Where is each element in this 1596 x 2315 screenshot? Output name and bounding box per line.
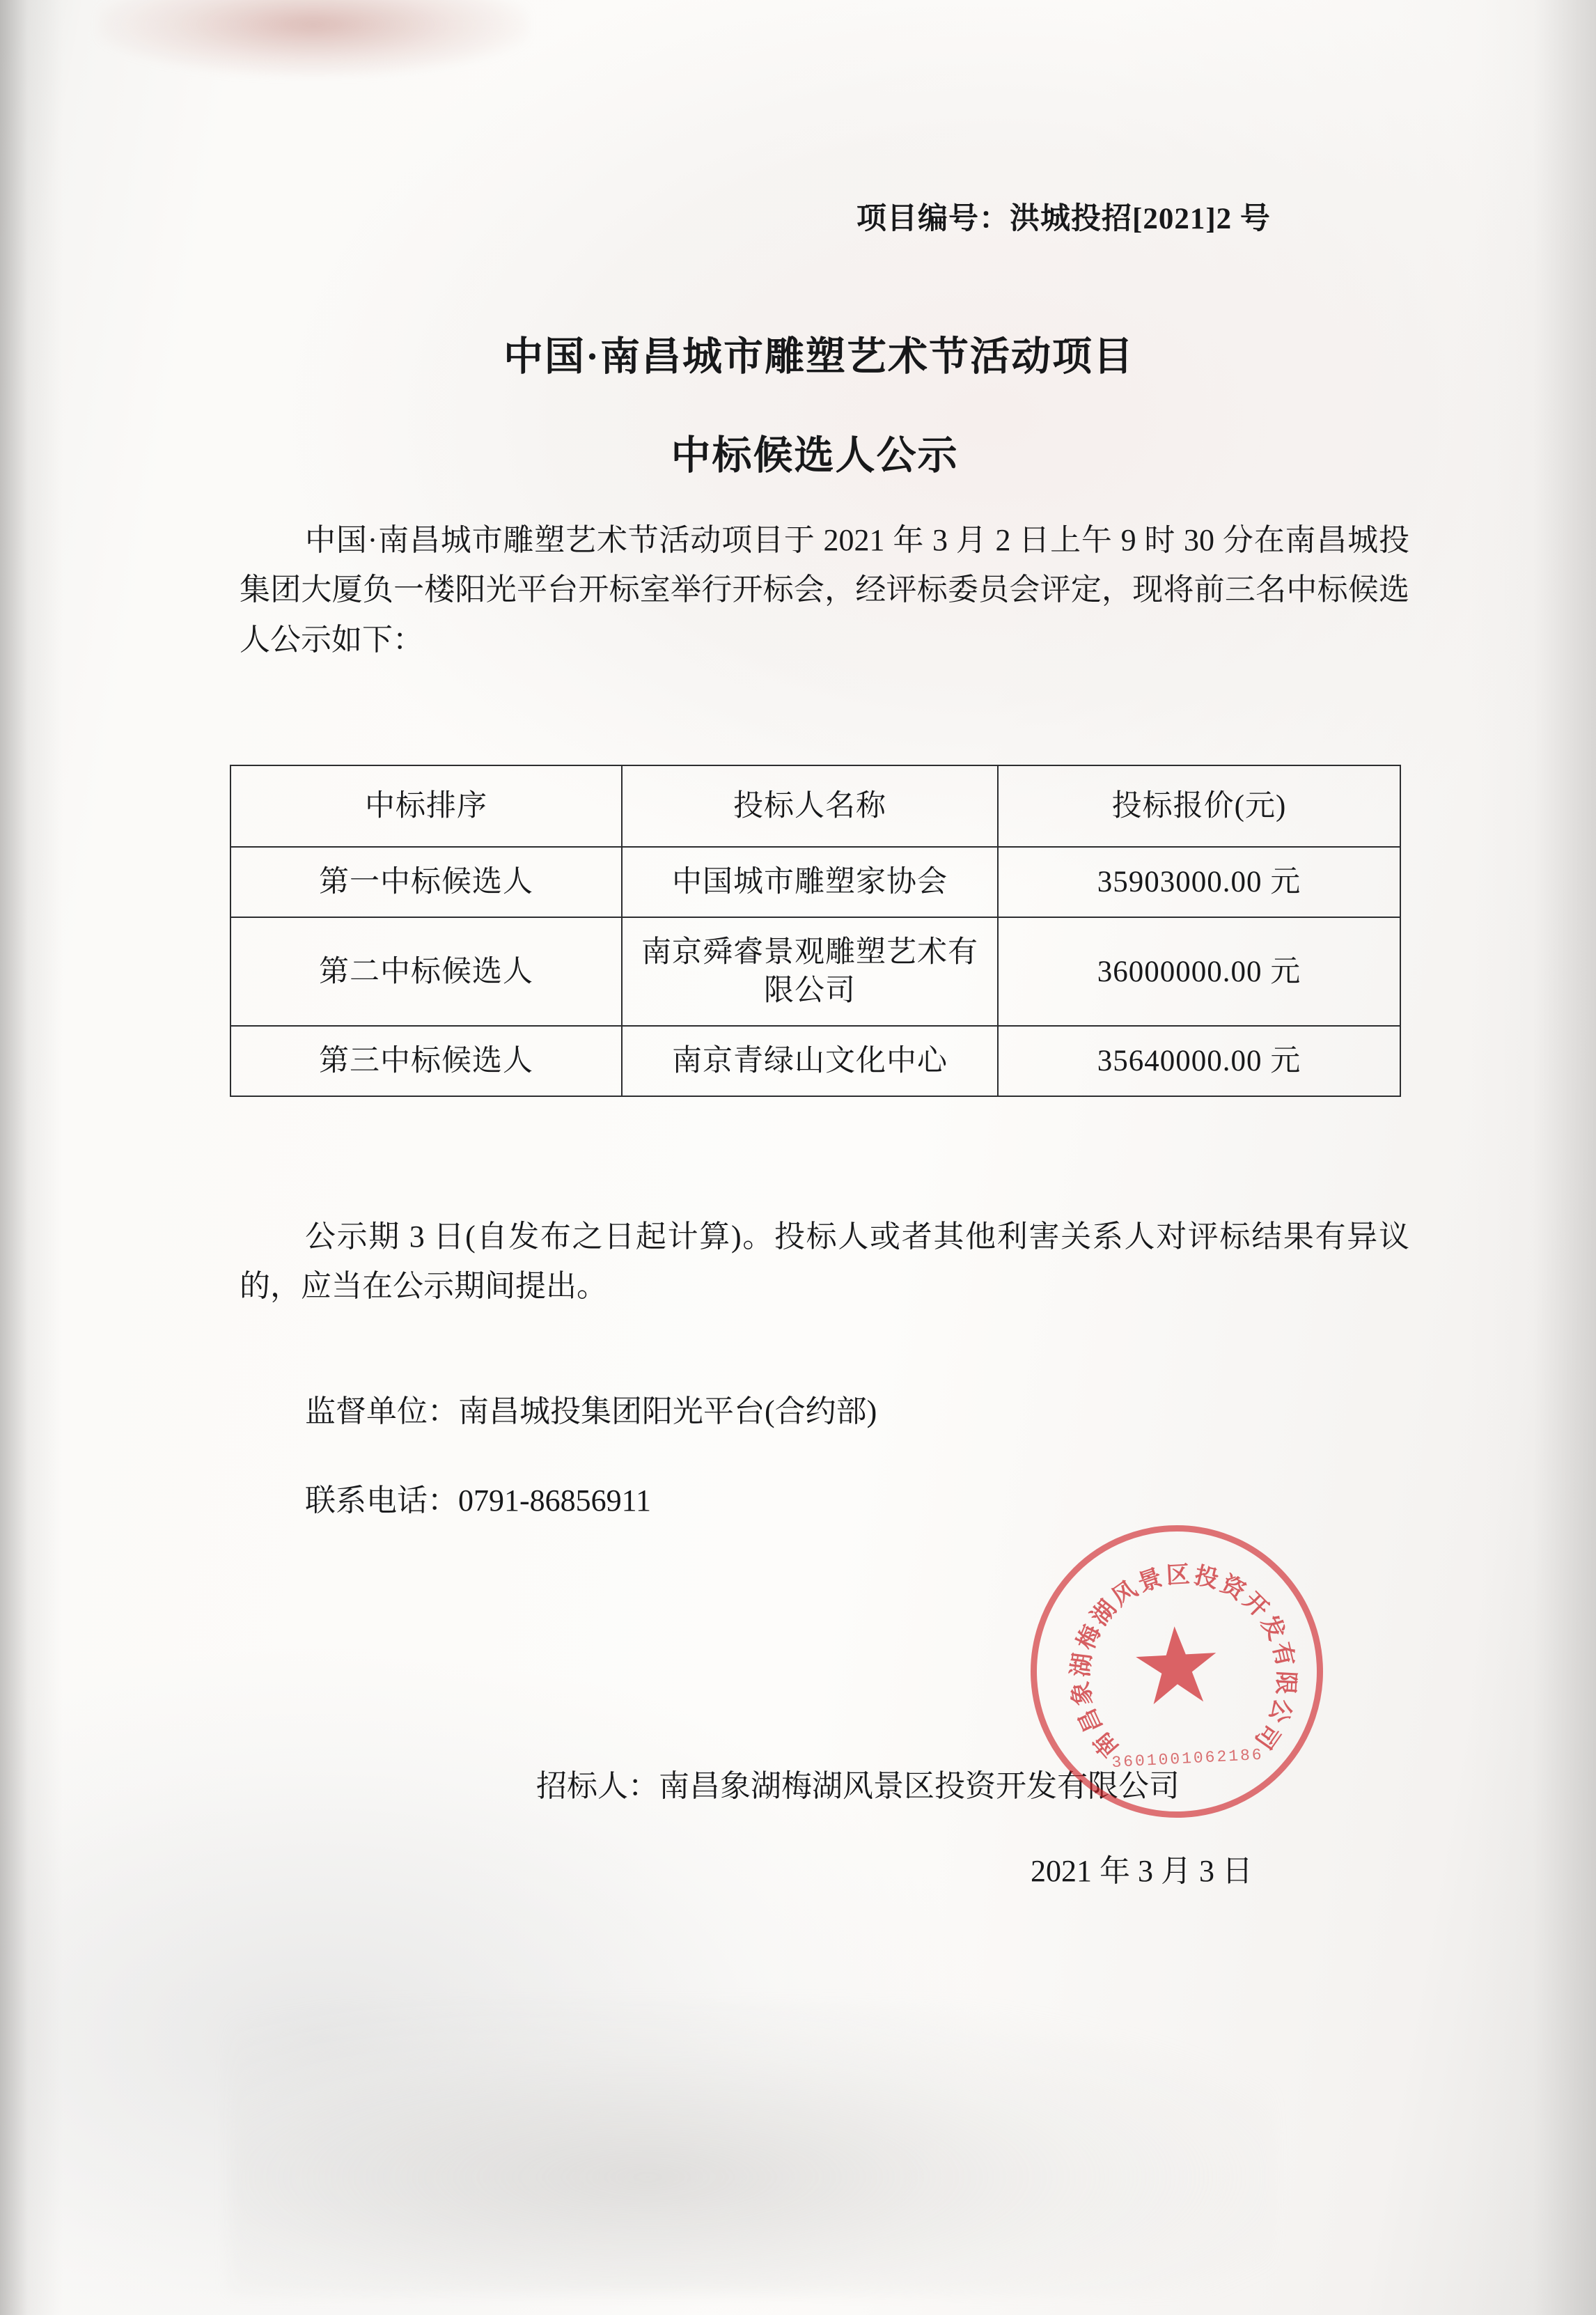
- cell-price: 35903000.00 元: [998, 847, 1400, 917]
- notice-paragraph-block: [240, 1212, 1409, 1316]
- star-icon: [1129, 1621, 1223, 1715]
- document-title-sub: 中标候选人公示: [671, 434, 959, 478]
- intro-paragraph-block: [240, 515, 1409, 669]
- document-date: 2021 年 3 月 3 日: [1031, 1854, 1253, 1888]
- table-row: [230, 917, 1400, 1026]
- column-header-rank: 中标排序: [230, 765, 622, 847]
- table-header-row: [230, 765, 1400, 847]
- table-row: [230, 1026, 1400, 1096]
- cell-rank: 第一中标候选人: [230, 847, 622, 917]
- cell-rank: 第三中标候选人: [230, 1026, 622, 1096]
- seal-code: 3601001062186: [1111, 1745, 1265, 1772]
- cell-price: 36000000.00 元: [998, 917, 1400, 1026]
- tenderer-line: 招标人：南昌象湖梅湖风景区投资开发有限公司: [536, 1769, 1180, 1803]
- cell-price: 35640000.00 元: [998, 1026, 1400, 1096]
- supervisor-line: 监督单位：南昌城投集团阳光平台(合约部): [305, 1394, 877, 1428]
- bid-candidates-table: [230, 765, 1401, 1097]
- notice-paragraph: 公示期 3 日(自发布之日起计算)。投标人或者其他利害关系人对评标结果有异议的，应当在公示期间提出。: [240, 1219, 1409, 1304]
- cell-rank: 第二中标候选人: [230, 917, 622, 1026]
- contact-phone-line: 联系电话：0791-86856911: [305, 1483, 652, 1518]
- table-row: [230, 847, 1400, 917]
- cell-bidder: 南京青绿山文化中心: [622, 1026, 998, 1096]
- column-header-bidder: 投标人名称: [622, 765, 998, 847]
- cell-bidder: 中国城市雕塑家协会: [622, 847, 998, 917]
- cell-bidder: 南京舜睿景观雕塑艺术有限公司: [622, 917, 998, 1026]
- project-number: 项目编号：洪城投招[2021]2 号: [856, 203, 1271, 235]
- intro-paragraph: 中国·南昌城市雕塑艺术节活动项目于 2021 年 3 月 2 日上午 9 时 30 分在南昌城投集团大厦负一楼阳光平台开标室举行开标会，经评标委员会评定，现将前三名中标候选人公示如下：: [240, 523, 1409, 657]
- document-title-main: 中国·南昌城市雕塑艺术节活动项目: [503, 335, 1134, 379]
- column-header-price: 投标报价(元): [998, 765, 1400, 847]
- seal-ring-text: 南 昌 象 湖 梅 湖 风 景 区 投 资 开 发 有 限 公 司: [1067, 1561, 1299, 1762]
